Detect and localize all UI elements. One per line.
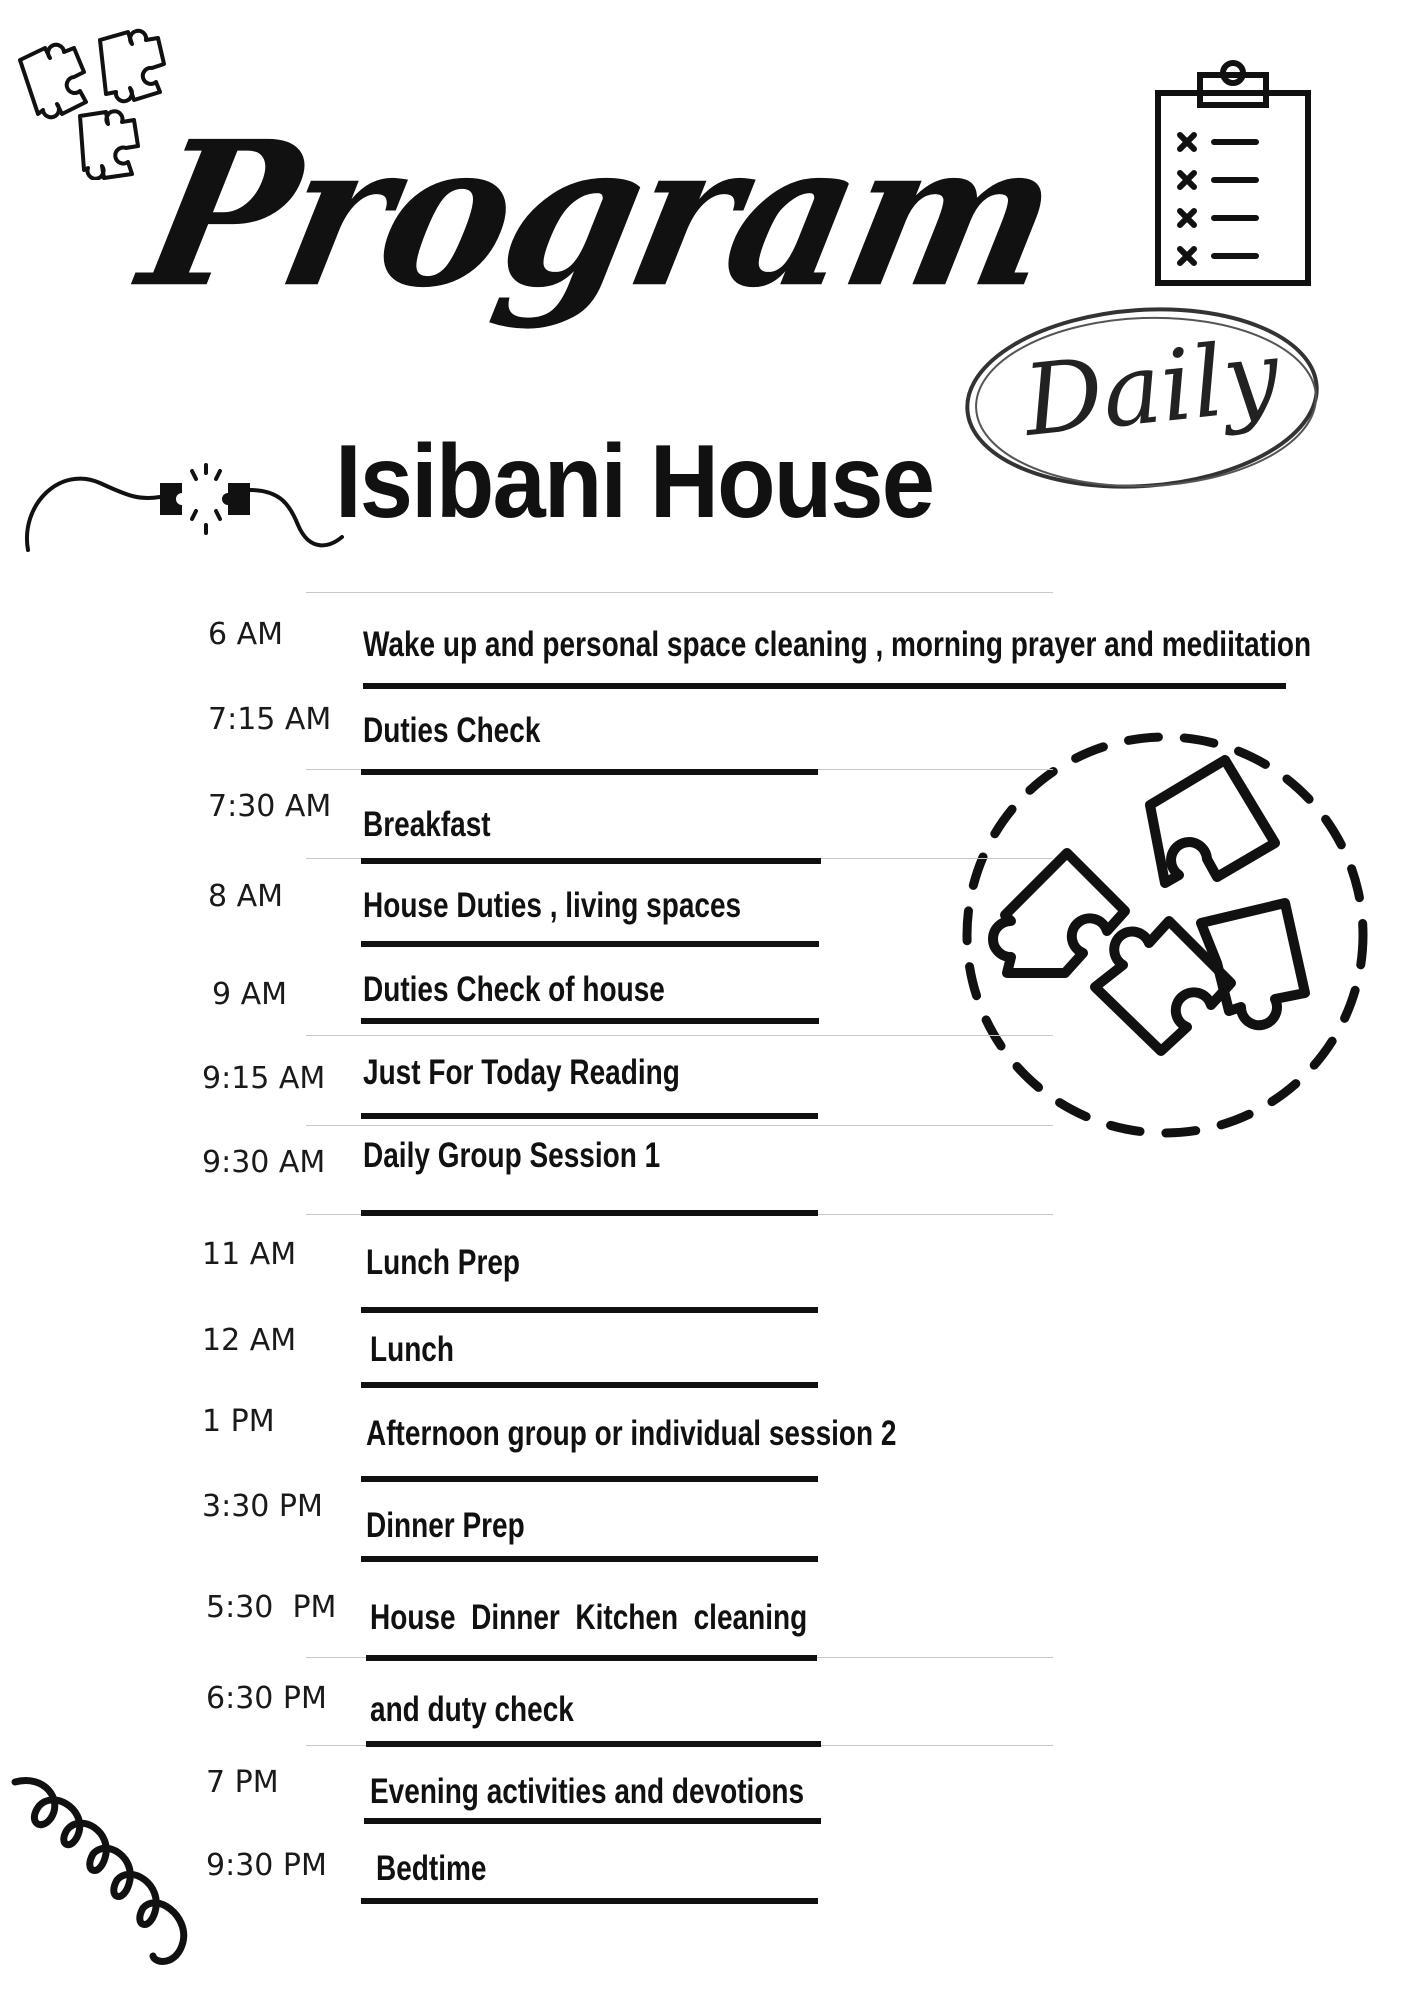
- clipboard-checklist-icon: [1150, 55, 1320, 295]
- schedule-activity: Duties Check of house: [363, 970, 665, 1009]
- row-underline: [363, 683, 1286, 689]
- schedule-time: 8 AM: [208, 879, 284, 914]
- schedule-time: 9:30 PM: [206, 1848, 327, 1883]
- schedule-time: 7 PM: [206, 1765, 279, 1800]
- schedule-time: 9 AM: [212, 977, 288, 1012]
- row-underline: [361, 1898, 818, 1904]
- schedule-activity: House Dinner Kitchen cleaning: [370, 1598, 808, 1637]
- schedule-activity: Breakfast: [363, 805, 491, 844]
- schedule-activity: Lunch Prep: [366, 1243, 521, 1282]
- row-underline: [366, 1655, 817, 1661]
- row-underline: [364, 1818, 821, 1824]
- schedule-time: 11 AM: [202, 1237, 297, 1272]
- schedule-activity: Afternoon group or individual session 2: [366, 1414, 897, 1453]
- daily-badge: [962, 298, 1332, 498]
- divider: [306, 592, 1053, 593]
- schedule-activity: Lunch: [370, 1330, 454, 1369]
- row-underline: [361, 1307, 818, 1313]
- row-underline: [361, 1476, 818, 1482]
- schedule-activity: and duty check: [370, 1690, 574, 1729]
- schedule-activity: Bedtime: [376, 1849, 487, 1888]
- page-title: Program: [125, 97, 1074, 332]
- house-name: Isibani House: [335, 424, 934, 540]
- divider: [306, 1035, 1053, 1036]
- divider: [306, 1125, 1053, 1126]
- puzzle-pieces-icon: [0, 20, 180, 180]
- schedule-activity: Dinner Prep: [366, 1506, 525, 1545]
- row-underline: [361, 941, 819, 947]
- row-underline: [361, 1210, 818, 1216]
- schedule-time: 9:30 AM: [202, 1145, 326, 1180]
- plug-cable-icon: [20, 445, 350, 565]
- schedule-time: 9:15 AM: [202, 1061, 326, 1096]
- row-underline: [361, 1382, 818, 1388]
- schedule-time: 5:30 PM: [206, 1590, 337, 1625]
- row-underline: [361, 1113, 818, 1119]
- schedule-time: 12 AM: [202, 1323, 297, 1358]
- schedule-time: 7:15 AM: [208, 702, 332, 737]
- row-underline: [361, 858, 821, 864]
- schedule-time: 1 PM: [202, 1404, 275, 1439]
- row-underline: [361, 769, 818, 775]
- schedule-activity: Just For Today Reading: [363, 1053, 680, 1092]
- schedule-activity: Wake up and personal space cleaning , morning prayer and mediitation: [363, 625, 1312, 664]
- schedule-activity: Duties Check: [363, 711, 541, 750]
- schedule-time: 7:30 AM: [208, 789, 332, 824]
- schedule-activity: Evening activities and devotions: [370, 1772, 805, 1811]
- schedule-activity: Daily Group Session 1: [363, 1136, 661, 1175]
- row-underline: [361, 1018, 819, 1024]
- schedule-time: 3:30 PM: [202, 1489, 323, 1524]
- scribble-loops-icon: [5, 1760, 215, 2000]
- page-subtitle: Daily: [1018, 318, 1285, 460]
- schedule-time: 6 AM: [208, 617, 284, 652]
- row-underline: [366, 1741, 821, 1747]
- schedule-activity: House Duties , living spaces: [363, 886, 742, 925]
- schedule-time: 6:30 PM: [206, 1681, 327, 1716]
- puzzle-circle-icon: [955, 725, 1375, 1145]
- row-underline: [361, 1556, 818, 1562]
